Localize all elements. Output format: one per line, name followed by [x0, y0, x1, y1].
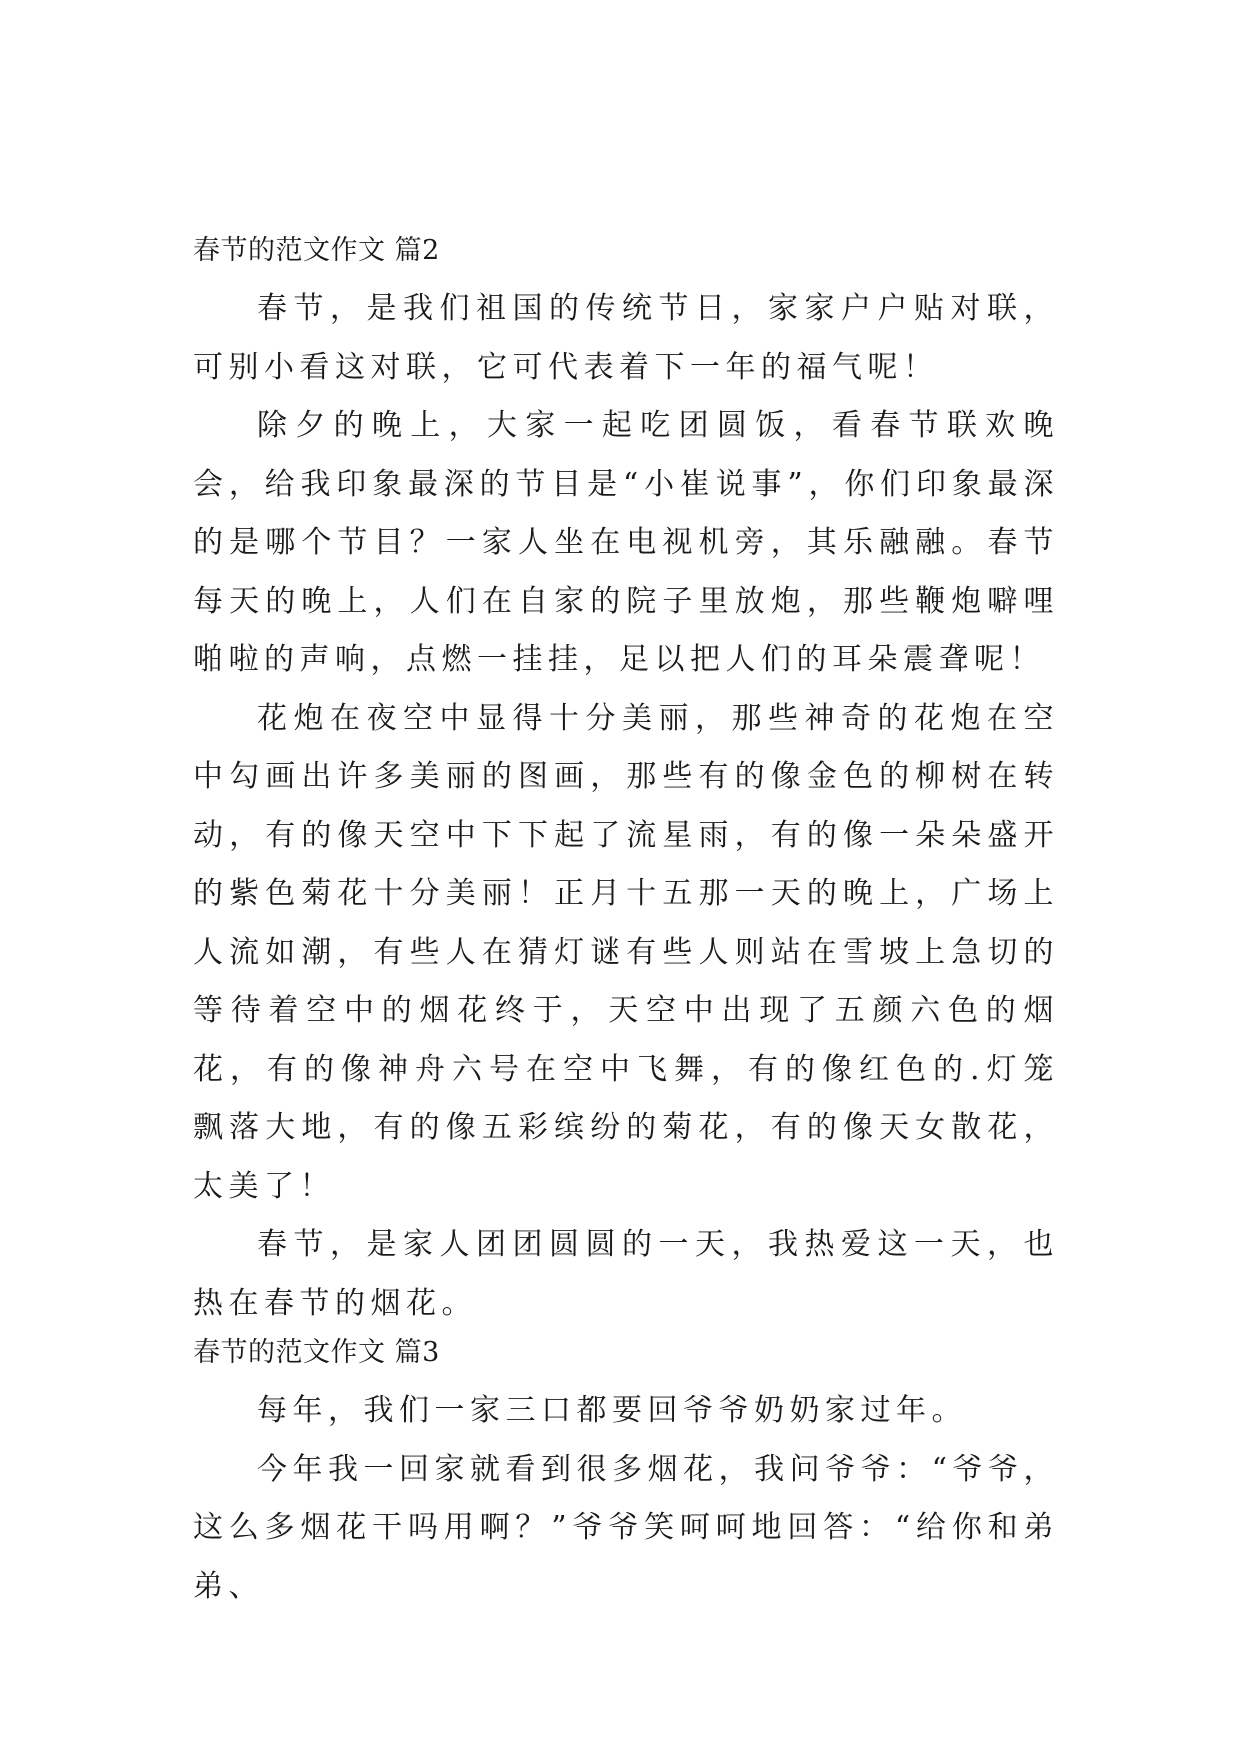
essay-section-2	[193, 222, 1059, 1333]
paragraph: 除夕的晚上，大家一起吃团圆饭，看春节联欢晚会，给我印象最深的节目是“小崔说事”，你们印象最深的是哪个节目？一家人坐在电视机旁，其乐融融。春节每天的晚上，人们在自家的院子里放炮，那些鞭炮噼哩啪啦的声响，点燃一挂挂，足以把人们的耳朵震聋呢！	[193, 408, 1059, 677]
paragraph: 春节，是我们祖国的传统节日，家家户户贴对联，可别小看这对联，它可代表着下一年的福气呢！	[193, 291, 1059, 385]
paragraph: 每年，我们一家三口都要回爷爷奶奶家过年。	[257, 1393, 967, 1428]
paragraph: 今年我一回家就看到很多烟花，我问爷爷：“爷爷，这么多烟花干吗用啊？”爷爷笑呵呵地回答：“给你和弟弟、	[193, 1451, 1059, 1604]
essay-section-3	[193, 1324, 1059, 1616]
paragraph: 花炮在夜空中显得十分美丽，那些神奇的花炮在空中勾画出许多美丽的图画，那些有的像金色的柳树在转动，有的像天空中下下起了流星雨，有的像一朵朵盛开的紫色菊花十分美丽！正月十五那一天的晚上，广场上人流如潮，有些人在猜灯谜有些人则站在雪坡上急切的等待着空中的烟花终于，天空中出现了五颜六色的烟花，有的像神舟六号在空中飞舞，有的像红色的.灯笼飘落大地，有的像五彩缤纷的菊花，有的像天女散花，太美了！	[193, 700, 1059, 1204]
section-heading: 春节的范文作文 篇2	[193, 235, 440, 266]
paragraph: 春节，是家人团团圆圆的一天，我热爱这一天，也热在春节的烟花。	[193, 1227, 1059, 1321]
section-heading: 春节的范文作文 篇3	[193, 1337, 440, 1368]
